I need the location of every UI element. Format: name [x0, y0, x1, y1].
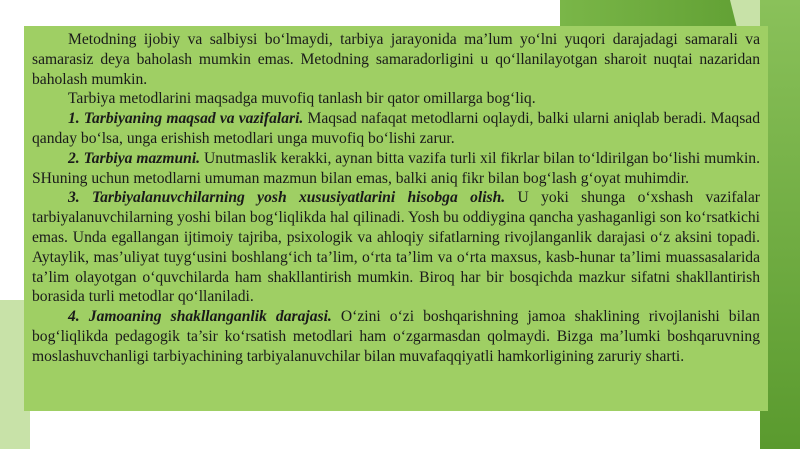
factor-3-heading: 3. Tarbiyalanuvchilarning yosh xususiyatlarini hisobga olish. — [68, 189, 506, 207]
paragraph-factors-text: Tarbiya metodlarini maqsadga muvofiq tanlash bir qator omillarga bog‘liq. — [68, 90, 536, 108]
paragraph-factors — [32, 89, 760, 109]
paragraph-factor-1 — [32, 109, 760, 149]
paragraph-factor-3 — [32, 188, 760, 307]
paragraph-factor-4 — [32, 307, 760, 366]
factor-2-heading: 2. Tarbiya mazmuni. — [68, 149, 201, 167]
slide-text-box — [24, 26, 768, 411]
paragraph-intro — [32, 30, 760, 89]
factor-4-text: O‘zini o‘zi boshqarishning jamoa shaklining rivojlanishi bilan bog‘liqlikda pedagogik ta’sir ko‘rsatish metodlari ham o‘zgarmasdan qolmaydi. Bizga ma’lumki boshqaruvning moslashuvchanligi tarbiyachining tarbiyalanuvchilar bilan muvafaqqiyatli hamkorligining zaruriy sharti. — [32, 308, 760, 365]
factor-2-text: Unutmaslik kerakki, aynan bitta vazifa turli xil fikrlar bilan to‘ldirilgan bo‘lishi mumkin. SHuning uchun metodlarni umuman mazmun bilan emas, balki aniq fikr bilan bog‘lash g‘oyat muhimdir. — [32, 149, 760, 187]
paragraph-intro-text: Metodning ijobiy va salbiysi bo‘lmaydi, tarbiya jarayonida ma’lum yo‘lni yuqori darajadagi samarali va samarasiz deya baholash mumkin emas. Metodning samaradorligini u qo‘llanilayotgan sharoit nuqtai nazaridan baholash mumkin. — [32, 31, 760, 88]
paragraph-factor-2 — [32, 149, 760, 189]
factor-3-text: U yoki shunga o‘xshash vazifalar tarbiyalanuvchilarning yoshi bilan bog‘liqlikda hal qilinadi. Yosh bu oddiygina qancha yashaganligi son ko‘rsatkichi emas. Unda egallangan ijtimoiy tajriba, psixologik va ahloqiy sifatlarning rivojlanganlik darajasi o‘z aksini topadi. Aytaylik, mas’uliyat tuyg‘usini boshlang‘ich ta’lim, o‘rta ta’lim va o‘rta maxsus, kasb-hunar ta’limi muassasalarida ta’lim olayotgan o‘quvchilarda ham shakllantirish mumkin. Biroq har bir bosqichda mazkur sifatni shakllantirish borasida turli metodlar qo‘llaniladi. — [32, 189, 760, 306]
factor-1-text: Maqsad nafaqat metodlarni oqlaydi, balki ularni aniqlab beradi. Maqsad qanday bo‘lsa, unga erishish metodlari unga muvofiq bo‘lishi zarur. — [32, 110, 760, 147]
factor-4-heading: 4. Jamoaning shakllanganlik darajasi. — [68, 308, 332, 326]
factor-1-heading: 1. Tarbiyaning maqsad va vazifalari. — [68, 110, 304, 128]
